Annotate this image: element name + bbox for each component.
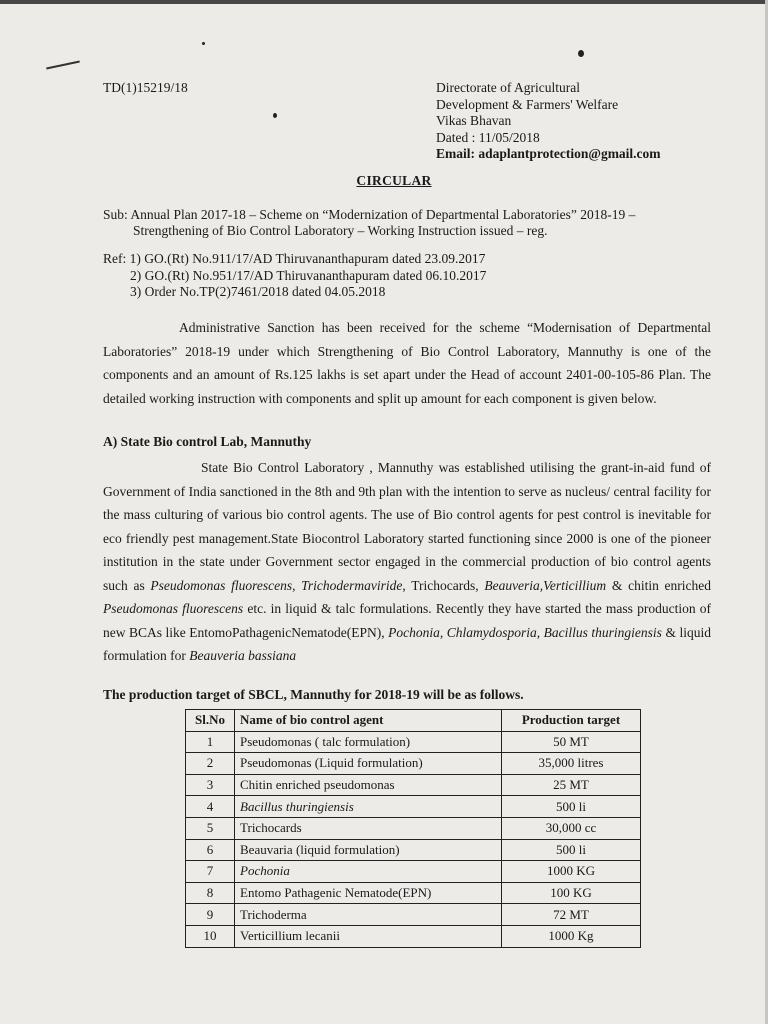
cell-sl-no: 10 [186, 925, 235, 947]
species-name: Beauveria bassiana [189, 648, 297, 663]
cell-sl-no: 3 [186, 774, 235, 796]
cell-agent-name: Chitin enriched pseudomonas [235, 774, 502, 796]
address-line: Development & Farmers' Welfare [436, 96, 619, 112]
reference-item: 2) GO.(Rt) No.951/17/AD Thiruvananthapuram dated 06.10.2017 [130, 267, 487, 283]
header-sl-no: Sl.No [186, 710, 235, 732]
paragraph-text: & liquid formulation for [103, 624, 711, 663]
pen-mark [46, 60, 80, 69]
subject [103, 207, 683, 239]
table-row [186, 904, 641, 926]
cell-sl-no: 1 [186, 731, 235, 753]
cell-agent-name: Trichocards [235, 817, 502, 839]
paragraph-text: etc. in liquid & talc formulations. Recently they have started the mass production of new BCAs like EntomoPathagenicNematode(EPN), [103, 601, 712, 640]
cell-sl-no: 7 [186, 861, 235, 883]
paragraph-text: State Bio Control Laboratory , Mannuthy was established utilising the grant-in-aid fund of Government of India sanctioned in the 8th and 9th plan with the intention to serve as nucleus/ central facility for the mass culturing of various bio control agents. The use of Bio control agents for pest control is inevitable for eco friendly pest management.State Biocontrol Laboratory started functioning since 2000 is one of the pioneer institution in the state under Government sector engaged in the commercial production of bio control agents such as [103, 460, 711, 593]
cell-agent-name: Pseudomonas (Liquid formulation) [235, 753, 502, 775]
table-caption: The production target of SBCL, Mannuthy for 2018-19 will be as follows. [103, 687, 524, 702]
email-line: Email: adaplantprotection@gmail.com [436, 146, 661, 161]
cell-target: 25 MT [502, 774, 641, 796]
cell-agent-name: Verticillium lecanii [235, 925, 502, 947]
cell-sl-no: 5 [186, 817, 235, 839]
reference-item: Ref: 1) GO.(Rt) No.911/17/AD Thiruvananthapuram dated 23.09.2017 [103, 251, 486, 266]
table-row [186, 882, 641, 904]
cell-agent-name: Pochonia [235, 861, 502, 883]
table-header-row [186, 710, 641, 732]
scan-top-edge [0, 0, 768, 4]
cell-agent-name: Entomo Pathagenic Nematode(EPN) [235, 882, 502, 904]
cell-agent-name: Trichoderma [235, 904, 502, 926]
species-name: Pseudomonas fluorescens, Trichodermaviride [150, 577, 403, 593]
table-row [186, 774, 641, 796]
cell-sl-no: 6 [186, 839, 235, 861]
cell-target: 35,000 litres [502, 753, 641, 775]
circular-title: CIRCULAR [356, 173, 432, 188]
cell-agent-name: Pseudomonas ( talc formulation) [235, 731, 502, 753]
cell-sl-no: 4 [186, 796, 235, 818]
cell-sl-no: 2 [186, 753, 235, 775]
cell-target: 1000 KG [502, 861, 641, 883]
paragraph-sanction [103, 316, 711, 410]
cell-agent-name: Beauvaria (liquid formulation) [235, 839, 502, 861]
ink-spot [202, 42, 205, 45]
cell-target: 100 KG [502, 882, 641, 904]
reference-number: TD(1)15219/18 [103, 80, 188, 95]
species-name: Beauveria,Verticillium [484, 577, 607, 593]
table-row [186, 861, 641, 883]
table-row [186, 753, 641, 775]
cell-target: 500 li [502, 839, 641, 861]
cell-target: 72 MT [502, 904, 641, 926]
table-row [186, 925, 641, 947]
cell-agent-name: Bacillus thuringiensis [235, 796, 502, 818]
cell-target: 50 MT [502, 731, 641, 753]
section-heading: A) State Bio control Lab, Mannuthy [103, 434, 312, 449]
species-name: Pochonia, Chlamydosporia, Bacillus thuringiensis [388, 624, 662, 640]
paragraph-text: Administrative Sanction has been received for the scheme “Modernisation of Departmental Laboratories” 2018-19 under which Strengthening of Bio Control Laboratory, Mannuthy is one of the components and an amount of Rs.125 lakhs is set apart under the Head of account 2401-00-105-86 Plan. The detailed working instruction with components and split up amount for each component is given below. [103, 320, 711, 406]
ink-spot [273, 113, 277, 118]
table-row [186, 796, 641, 818]
cell-target: 500 li [502, 796, 641, 818]
table-row [186, 817, 641, 839]
cell-sl-no: 9 [186, 904, 235, 926]
reference-item: 3) Order No.TP(2)7461/2018 dated 04.05.2018 [130, 284, 386, 299]
header-production-target: Production target [502, 710, 641, 732]
address-line: Directorate of Agricultural [436, 80, 580, 95]
table-row [186, 839, 641, 861]
ink-spot [578, 50, 584, 57]
date-line: Dated : 11/05/2018 [436, 129, 540, 145]
references [103, 251, 486, 301]
subject-line-1: Sub: Annual Plan 2017-18 – Scheme on “Modernization of Departmental Laboratories” 2018-19 – [103, 207, 636, 222]
sender-address [436, 80, 661, 163]
paragraph-sbcl [103, 456, 711, 668]
paragraph-text: & chitin enriched [606, 577, 711, 593]
table-row [186, 731, 641, 753]
subject-line-2: Strengthening of Bio Control Laboratory – Working Instruction issued – reg. [133, 223, 548, 238]
production-target-table [185, 709, 641, 948]
cell-sl-no: 8 [186, 882, 235, 904]
species-name: Pseudomonas fluorescens [103, 601, 244, 616]
cell-target: 1000 Kg [502, 925, 641, 947]
address-line: Vikas Bhavan [436, 113, 512, 128]
cell-target: 30,000 cc [502, 817, 641, 839]
paragraph-text: , Trichocards, [402, 577, 485, 593]
header-agent-name: Name of bio control agent [235, 710, 502, 732]
